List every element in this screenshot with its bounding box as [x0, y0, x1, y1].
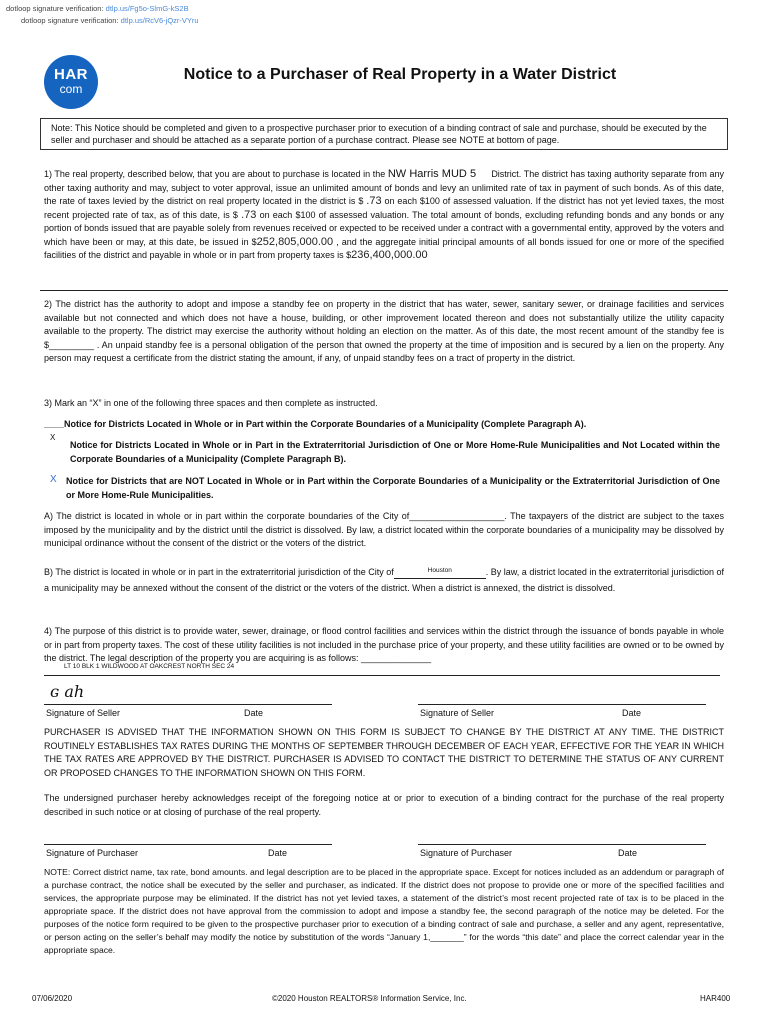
page-title: Notice to a Purchaser of Real Property in a Water District — [183, 66, 617, 83]
option-3: Notice for Districts that are NOT Located in Whole or in Part within the Corporate Boundaries of a Municipality or the Extraterritorial Jurisdiction of One or More Home-Rule Municipalities. — [66, 476, 720, 500]
city-field[interactable]: Houston — [427, 567, 452, 574]
legal-line — [44, 675, 720, 676]
district-name-field[interactable]: NW Harris MUD 5 — [387, 168, 477, 180]
purchaser-sig-line-2 — [418, 844, 706, 845]
option-2-mark[interactable]: X — [50, 433, 56, 442]
seller-signature-mark[interactable]: ɢ ah — [50, 682, 85, 701]
projected-rate-field[interactable]: .73 — [241, 208, 257, 221]
seller-date-label-1: Date — [244, 708, 264, 718]
verification-link-1[interactable]: dtlp.us/Fg5o-SlmG-kS2B — [105, 4, 189, 13]
paragraph-b: B) The district is located in whole or in part in the extraterritorial jurisdiction of the City of Houston . By law, a district located in the extraterritorial jurisdiction of a municipality may be annexed without the consent of the district or the voters of the district. When a district is annexed, the district is dissolved. — [44, 566, 724, 595]
paragraph-4: 4) The purpose of this district is to provide water, sewer, drainage, or flood control facilities and services within the district through the issuance of bonds payable in whole or in part from property taxes. The cost of these utility facilities is not included in the purchase price of your property, and these utility facilities are owned or to be owned by the district. The legal description of the property you are acquiring is as follows: ______________ — [44, 626, 724, 663]
purchaser-signature-label-1: Signature of Purchaser — [46, 848, 139, 858]
paragraph-3-intro: 3) Mark an “X” in one of the following three spaces and then complete as instructed. — [44, 398, 378, 408]
purchaser-date-label-1: Date — [268, 848, 288, 858]
paragraph-a: A) The district is located in whole or in part within the corporate boundaries of the City of___________________. The taxpayers of the district are subject to the taxes imposed by the municipality and by the district until the district is dissolved. By law, a district located within the corporate boundaries of a municipality may be dissolved by municipal ordinance without the consent of the district or the voters of the district. — [44, 511, 724, 548]
option-2: Notice for Districts Located in Whole or in Part in the Extraterritorial Jurisdiction of One or More Home-Rule Municipalities and Not Located within the Corporate Boundaries of a Municipality (Complete Paragraph B). — [70, 440, 720, 464]
paragraph-1: 1) The real property, described below, that you are about to purchase is located in the NW Harris MUD 5 District. The district has taxing authority separate from any other taxing authority and may, subject to voter approval, issue an unlimited amount of bonds and levy an unlimited rate of tax in payment of such bonds. As of this date, the rate of taxes levied by the district on real property located in the district is $ .73 on each $100 of assessed valuation. If the district has not yet levied taxes, the most recent projected rate of tax, as of this date, is $ .73 on each $100 of assessed valuation. The total amount of bonds, excluding refunding bonds and any bonds or any portion of bonds issued that are payable solely from revenues received or expected to be received under a contract with a governmental entity, approved by the voters and which have been or may, at this date, be issued in $252,805,000.00 , and the aggregate initial principal amounts of all bonds issued for one or more of the specified facilities of the district and payable in whole or in part from property taxes is $236,400,000.00 — [44, 168, 724, 261]
legal-description-field[interactable]: LT 10 BLK 1 WILDWOOD AT OAKCREST NORTH SEC 24 — [64, 663, 235, 670]
option-1: ____Notice for Districts Located in Whole or in Part within the Corporate Boundaries of a Municipality (Complete Paragraph A). — [44, 419, 587, 429]
option-3-mark[interactable]: X — [50, 474, 57, 485]
bonds-issued-field[interactable]: 236,400,000.00 — [351, 249, 428, 261]
seller-signature-label-2: Signature of Seller — [420, 708, 495, 718]
seller-date-label-2: Date — [622, 708, 642, 718]
footer-form-number: HAR400 — [700, 994, 731, 1003]
purchaser-date-label-2: Date — [618, 848, 638, 858]
purchaser-sig-line-1 — [44, 844, 332, 845]
logo-bottom: com — [59, 82, 83, 96]
seller-sig-line-1 — [44, 704, 332, 705]
logo-top: HAR — [54, 66, 88, 83]
verification-line-2: dotloop signature verification: dtlp.us/RcV6-jQzr-VYru — [21, 16, 199, 25]
seller-signature-label-1: Signature of Seller — [46, 708, 121, 718]
verification-link-2[interactable]: dtlp.us/RcV6-jQzr-VYru — [120, 16, 199, 25]
divider — [40, 290, 728, 291]
note-box: Note: This Notice should be completed and given to a prospective purchaser prior to execution of a binding contract of sale and purchase, should be executed by the seller and purchaser and should be attached as a separate portion of a purchase contract. Please see NOTE at bottom of page. — [40, 118, 728, 150]
acknowledgment: The undersigned purchaser hereby acknowledges receipt of the foregoing notice at or prior to execution of a binding contract for the purchase of the real property described in such notice or at closing of purchase of the real property. — [44, 793, 724, 817]
footer-date: 07/06/2020 — [32, 994, 73, 1003]
footer-copyright: ©2020 Houston REALTORS® Information Service, Inc. — [272, 994, 467, 1003]
purchaser-signature-label-2: Signature of Purchaser — [420, 848, 513, 858]
seller-sig-line-2 — [418, 704, 706, 705]
har-logo — [44, 55, 98, 109]
bonds-approved-field[interactable]: 252,805,000.00 — [256, 235, 334, 248]
tax-rate-field[interactable]: .73 — [366, 195, 382, 207]
purchaser-advisory: PURCHASER IS ADVISED THAT THE INFORMATION SHOWN ON THIS FORM IS SUBJECT TO CHANGE BY THE DISTRICT AT ANY TIME. THE DISTRICT ROUTINELY ESTABLISHES TAX RATES DURING THE MONTHS OF SEPTEMBER THROUGH DECEMBER OF EACH YEAR, EFFECTIVE FOR THE YEAR IN WHICH THE TAX RATES ARE APPROVED BY THE DISTRICT. PURCHASER IS ADVISED TO CONTACT THE DISTRICT TO DETERMINE THE STATUS OF ANY CURRENT OR PROPOSED CHANGES TO THE INFORMATION SHOWN ON THIS FORM. — [44, 727, 724, 778]
verification-line-1: dotloop signature verification: dtlp.us/Fg5o-SlmG-kS2B — [6, 4, 189, 13]
bottom-note: NOTE: Correct district name, tax rate, bond amounts. and legal description are to be placed in the appropriate space. Except for notices included as an addendum or paragraph of a purchase contract, the notice shall be executed by the seller and purchaser, as indicated. If the district does not propose to provide one or more of the specified facilities and services, the appropriate purpose may be eliminated. If the district has not yet levied taxes, a statement of the district’s most recent projected rate of tax is to be placed in the appropriate space. If the district does not have approval from the commission to adopt and impose a standby fee, the second paragraph of the notice may be deleted. For the purposes of the notice form required to be given to the prospective purchaser prior to execution of a binding contract of sale and purchase, a seller and any agent, representative, or person acting on the seller’s behalf may modify the notice by substitution of the words “January 1,_______” for the words “this date” and place the correct calendar year in the appropriate space. — [44, 867, 724, 955]
paragraph-2: 2) The district has the authority to adopt and impose a standby fee on property in the district that has water, sewer, sanitary sewer, or drainage facilities and services available but not connected and which does not have a house, building, or other improvement located thereon and does not substantially utilize the utility capacity available to the property. The district may exercise the authority without holding an election on the matter. As of this date, the most recent amount of the standby fee is $_________ . An unpaid standby fee is a personal obligation of the person that owned the property at the time of imposition and is secured by a lien on the property. Any person may request a certificate from the district stating the amount, if any, of unpaid standby fees on a tract of property in the district. — [44, 299, 724, 363]
